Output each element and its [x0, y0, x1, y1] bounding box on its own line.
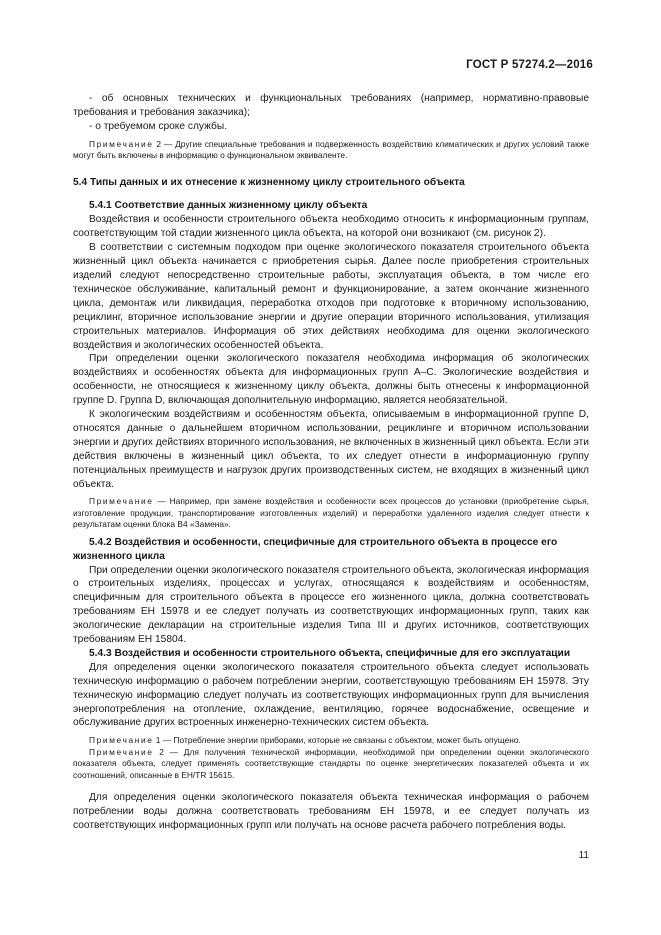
body-paragraph: Воздействия и особенности строительного объекта необходимо относить к информационным группам, соответствующим той стадии жизненного цикла объекта, на которой они возникают (см. рисунок 2). [73, 214, 589, 240]
note-label: Примечание [89, 496, 154, 507]
document-id-header: ГОСТ Р 57274.2—2016 [466, 59, 593, 71]
note-paragraph [73, 747, 589, 781]
subsection-heading-5-4-1: 5.4.1 Соответствие данных жизненному циклу объекта [89, 200, 368, 212]
note-text: 1 — Потребление энергии приборами, которые не связаны с объектом, может быть опущено. [153, 735, 521, 746]
body-paragraph: При определении оценки экологического показателя необходима информация об экологических воздействиях и особенностях объекта для информационных групп А–С. Экологические воздействия и особенности, не относящиеся к жизненному циклу объекта, должны быть отнесены к информационной группе D. Группа D, включающая дополнительную информацию, является необязательной. [73, 353, 589, 407]
body-paragraph: При определении оценки экологического показателя строительного объекта, экологическая информация о строительных изделиях, процессах и услугах, относящаяся к воздействиям и особенностям, специфичным для строительного объекта в процессе его жизненного цикла, должна соответствовать требованиям ЕН 15978 и ее следует получать из соответствующих информационных групп, таких как экологические декларации на строительные изделия Типа III и других источников, соответствующих требованиям ЕН 15804. [73, 564, 589, 646]
section-heading-5-4: 5.4 Типы данных и их отнесение к жизненному циклу строительного объекта [73, 176, 465, 188]
page-body [73, 92, 589, 833]
note-paragraph [73, 735, 589, 746]
page-number: 11 [578, 850, 589, 861]
note-label: Примечание [89, 735, 154, 746]
body-paragraph: Для определения оценки экологического показателя объекта техническая информация о рабочем потреблении воды должна соответствовать требованиям ЕН 15978, и ее следует получать из соответствующих информационных групп или получать на основе расчета рабочего потребления воды. [73, 792, 589, 831]
body-paragraph: В соответствии с системным подходом при оценке экологического показателя строительного объекта жизненный цикл объекта начинается с приобретения сырья. Далее после приобретения строительных изделий следуют непосредственно строительные работы, эксплуатация объекта, в том числе его техническое обслуживание, капитальный ремонт и функционирование, а затем окончание жизненного цикла, демонтаж или ликвидация, переработка отходов при подготовке к вторичному использованию, рециклинг, вторичное использование энергии и другие операции вторичного использования, утилизация строительных материалов. Информация об этих действиях необходима для оценки экологического воздействия и экологических особенностей объекта. [73, 242, 589, 351]
body-paragraph: К экологическим воздействиям и особенностям объекта, описываемым в информационной группе D, относятся данные о дальнейшем вторичном использовании, рециклинге и вторичном использовании энергии и других действиях вторичного использования, не включенных в жизненный цикл объекта. Если эти действия включены в жизненный цикл объекта, то их следует отнести в информационную группу потенциальных преимуществ и нагрузок других производственных систем, не входящих в жизненный цикл объекта. [73, 409, 589, 490]
note-paragraph [73, 496, 589, 530]
subsection-heading-5-4-2: 5.4.2 Воздействия и особенности, специфичные для строительного объекта в процессе его жизненного цикла [73, 536, 558, 562]
note-label: Примечание [89, 138, 154, 149]
note-label: Примечание [89, 746, 154, 757]
list-item: - об основных технических и функциональных требованиях (например, нормативно-правовые требования и требования заказчика); [73, 93, 589, 118]
note-text: — Например, при замене воздействия и особенности всех процессов до установки (приобретение сырья, изготовление продукции, транспортирование изготовленных изделий) и переработки удаленного изделия следует отнести к результатам оценки блока В4 «Замена». [73, 496, 589, 530]
list-item: - о требуемом сроке службы. [89, 120, 228, 132]
subsection-heading-5-4-3: 5.4.3 Воздействия и особенности строительного объекта, специфичные для его эксплуатации [89, 647, 571, 659]
body-paragraph: Для определения оценки экологического показателя строительного объекта следует использовать техническую информацию о рабочем потреблении энергии, соответствующую требованиям ЕН 15978. Эту техническую информацию следует получать из соответствующих информационных групп для вычисления энергопотребления на отопление, охлаждение, вентиляцию, горячее водоснабжение, освещение и обслуживание других встроенных инженерно-технических систем объекта. [73, 661, 589, 729]
note-text: 2 — Другие специальные требования и подверженность воздействию климатических и других условий также могут быть включены в информацию о функциональном эквиваленте. [73, 138, 589, 161]
note-text: 2 — Для получения технической информации, необходимой при определении оценки экологического показателя объекта, следует применять соответствующие стандарты по оценке энергетических показателей объекта и их соотношений, описанные в ЕН/TR 15615. [73, 746, 589, 780]
note-paragraph [73, 139, 589, 162]
